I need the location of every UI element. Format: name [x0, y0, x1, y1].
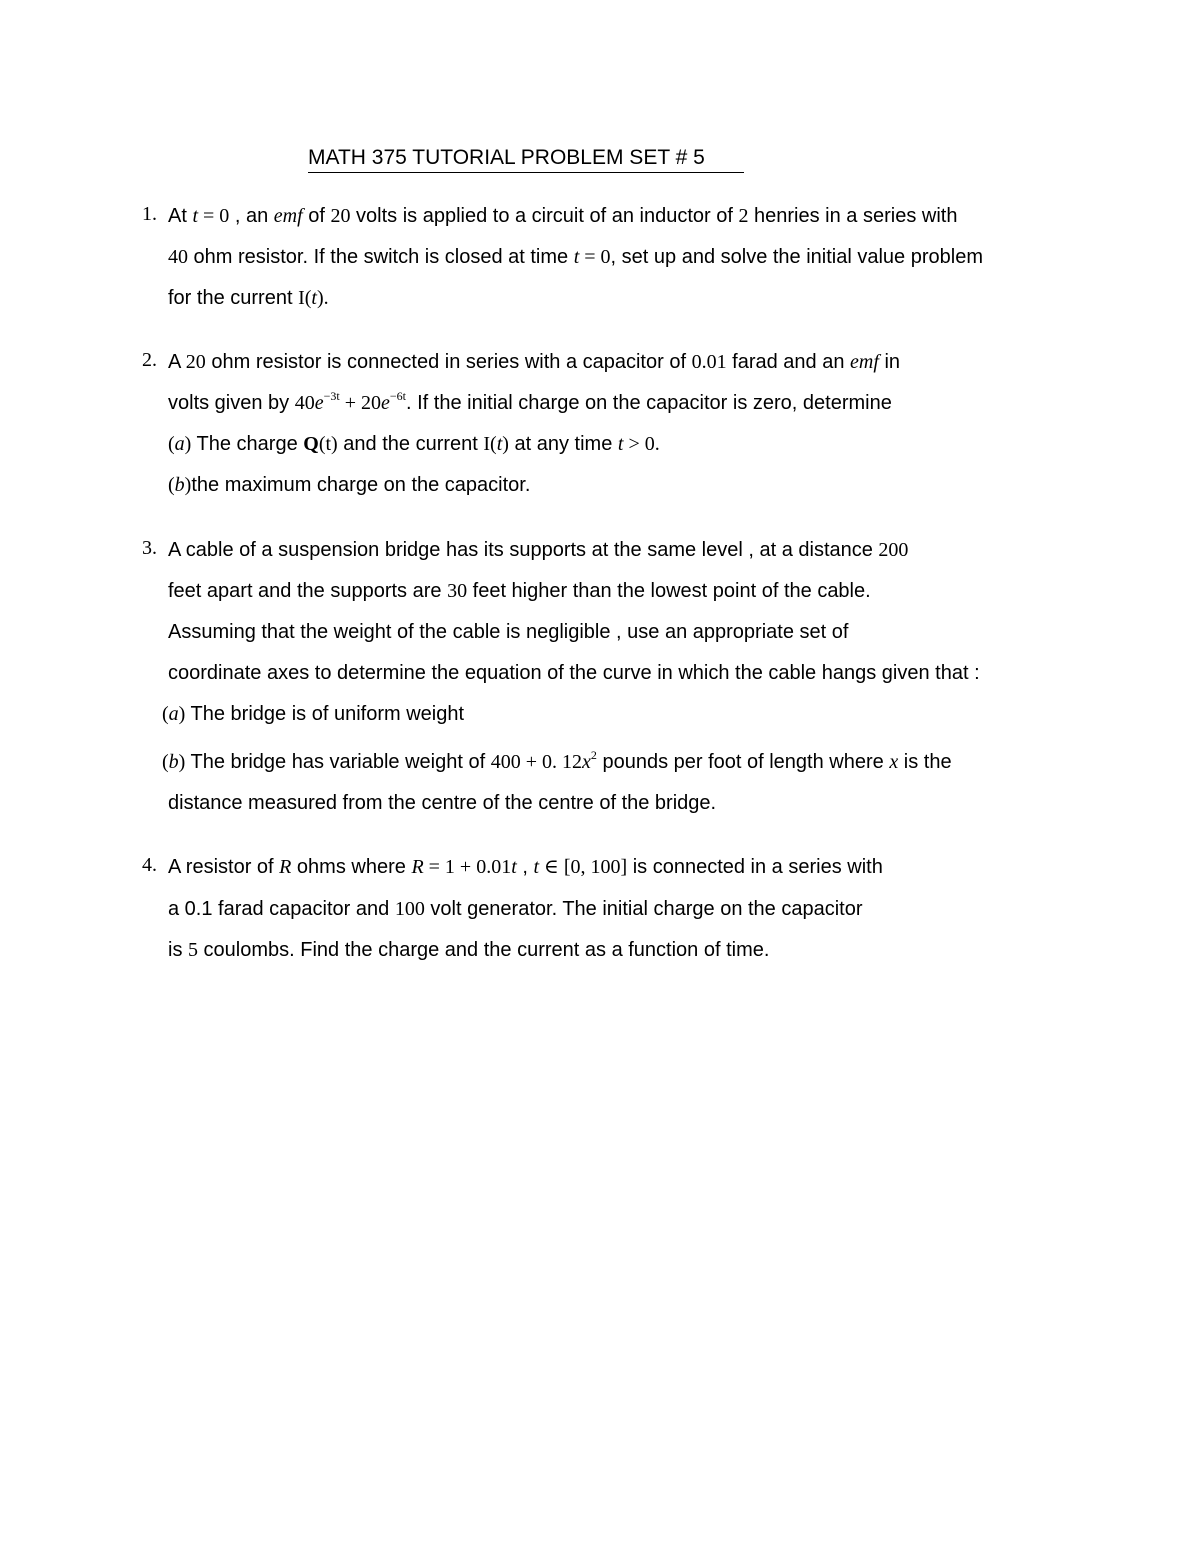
text-fragment: ). [316, 287, 329, 309]
text-fragment: x [889, 751, 899, 773]
text-fragment: 2 [590, 748, 597, 762]
text-fragment: −3t [323, 389, 340, 403]
text-fragment: 40 [168, 246, 188, 268]
text-fragment: A [168, 351, 186, 373]
text-fragment: = 0 [198, 205, 230, 227]
text-fragment: R [411, 856, 424, 878]
text-fragment: 20 [330, 205, 351, 227]
text-fragment: is connected in a series with [627, 856, 883, 878]
text-fragment: is [168, 939, 188, 961]
problem-2-line-1 [168, 349, 900, 375]
text-fragment: The bridge has variable weight of [185, 751, 491, 773]
problem-3-line-3 [168, 619, 848, 645]
text-fragment: distance measured from the centre of the centre of the bridge. [168, 792, 717, 814]
text-fragment: volts given by [168, 392, 295, 414]
text-fragment: pounds per foot of length where [596, 751, 890, 773]
text-fragment: ) [184, 433, 192, 455]
text-fragment: volts is applied to a circuit of an inductor of [350, 205, 739, 227]
text-fragment: −6t [389, 389, 407, 403]
text-fragment: t [192, 205, 199, 227]
text-fragment: , set up and solve the initial value problem [610, 246, 983, 268]
text-fragment: ohm resistor is connected in series with a capacitor of [205, 351, 692, 373]
text-fragment: I( [483, 433, 497, 455]
text-fragment: Q [303, 433, 319, 455]
text-fragment: 2 [738, 205, 749, 227]
problem-1-line-1 [168, 203, 957, 229]
text-fragment: ohms where [291, 856, 412, 878]
text-fragment: coulombs. Find the charge and the current as a function of time. [198, 939, 770, 961]
text-fragment: t [573, 246, 580, 268]
text-fragment: emf [850, 351, 879, 373]
text-fragment: R [279, 856, 292, 878]
text-fragment: feet apart and the supports are [168, 580, 448, 602]
text-fragment: , [516, 856, 534, 878]
text-fragment: the maximum charge on the capacitor. [191, 474, 531, 496]
text-fragment: I( [298, 287, 312, 309]
text-fragment: ) [502, 433, 509, 455]
problem-1-line-2 [168, 244, 983, 270]
text-fragment: > 0. [623, 433, 660, 455]
text-fragment: ohm resistor. If the switch is closed at time [188, 246, 574, 268]
text-fragment: 20 [185, 351, 206, 373]
problem-3-line-5 [162, 701, 464, 727]
text-fragment: ( [168, 474, 175, 496]
text-fragment: henries in a series with [748, 205, 958, 227]
problem-3-line-2 [168, 578, 871, 604]
text-fragment: at any time [508, 433, 618, 455]
text-fragment: A cable of a suspension bridge has its supports at the same level , at a distance [168, 539, 879, 561]
text-fragment: ) [178, 703, 186, 725]
text-fragment: x [582, 751, 591, 773]
text-fragment: = 1 + 0.01 [423, 856, 512, 878]
text-fragment: 5 [188, 939, 198, 961]
text-fragment: coordinate axes to determine the equation of the curve in which the cable hangs given that : [168, 662, 980, 684]
problem-2-line-4 [168, 472, 530, 498]
text-fragment: 100 [394, 898, 425, 920]
problem-2-line-2 [168, 390, 892, 416]
text-fragment: t [617, 433, 624, 455]
problem-4-line-1 [168, 854, 883, 880]
problem-2-line-3 [168, 431, 660, 457]
text-fragment: ) [178, 751, 186, 773]
text-fragment: ) [184, 474, 192, 496]
text-fragment: a 0.1 farad capacitor and [168, 898, 395, 920]
text-fragment: ( [162, 751, 169, 773]
text-fragment: t [511, 856, 517, 878]
problem-3-line-1 [168, 537, 908, 563]
text-fragment: for the current [168, 287, 299, 309]
text-fragment: farad and an [726, 351, 851, 373]
text-fragment: 0.01 [691, 351, 727, 373]
text-fragment: a [174, 433, 185, 455]
text-fragment: e [314, 392, 324, 414]
text-fragment: in [878, 351, 901, 373]
text-fragment: Assuming that the weight of the cable is negligible , use an appropriate set of [168, 621, 849, 643]
text-fragment: t [496, 433, 503, 455]
text-fragment: t [533, 856, 540, 878]
problem-3-line-7 [168, 790, 716, 816]
text-fragment: At [168, 205, 193, 227]
text-fragment: b [174, 474, 185, 496]
page-title: MATH 375 TUTORIAL PROBLEM SET # 5 [308, 146, 744, 173]
text-fragment: b [168, 751, 179, 773]
text-fragment: and the current [337, 433, 484, 455]
problem-3-line-4 [168, 660, 980, 686]
text-fragment: ( [168, 433, 175, 455]
problem-2-number: 2. [142, 349, 157, 371]
text-fragment: ( [162, 703, 169, 725]
problem-1-number: 1. [142, 203, 157, 225]
text-fragment: 400 + 0. 12 [490, 751, 582, 773]
text-fragment: 30 [447, 580, 468, 602]
text-fragment: volt generator. The initial charge on the capacitor [424, 898, 863, 920]
text-fragment: The bridge is of uniform weight [185, 703, 465, 725]
text-fragment: A resistor of [168, 856, 280, 878]
text-fragment: t [311, 287, 317, 309]
problem-4-line-2 [168, 896, 863, 922]
problem-4-number: 4. [142, 854, 157, 876]
text-fragment: feet higher than the lowest point of the cable. [467, 580, 871, 602]
text-fragment: The charge [191, 433, 304, 455]
problem-3-number: 3. [142, 537, 157, 559]
problem-3-line-6 [162, 749, 952, 775]
text-fragment: is the [898, 751, 952, 773]
text-fragment: , an [229, 205, 274, 227]
text-fragment: a [168, 703, 179, 725]
text-fragment: = 0 [579, 246, 611, 268]
text-fragment: emf [273, 205, 303, 227]
problem-4-line-3 [168, 937, 769, 963]
text-fragment: 40 [294, 392, 315, 414]
text-fragment: of [302, 205, 331, 227]
text-fragment: + 20 [339, 392, 382, 414]
problem-1-line-3 [168, 285, 329, 311]
text-fragment: . If the initial charge on the capacitor is zero, determine [406, 392, 892, 414]
text-fragment: e [381, 392, 390, 414]
text-fragment: ∈ [0, 100] [539, 856, 628, 878]
text-fragment: (t) [318, 433, 338, 455]
text-fragment: 200 [878, 539, 909, 561]
